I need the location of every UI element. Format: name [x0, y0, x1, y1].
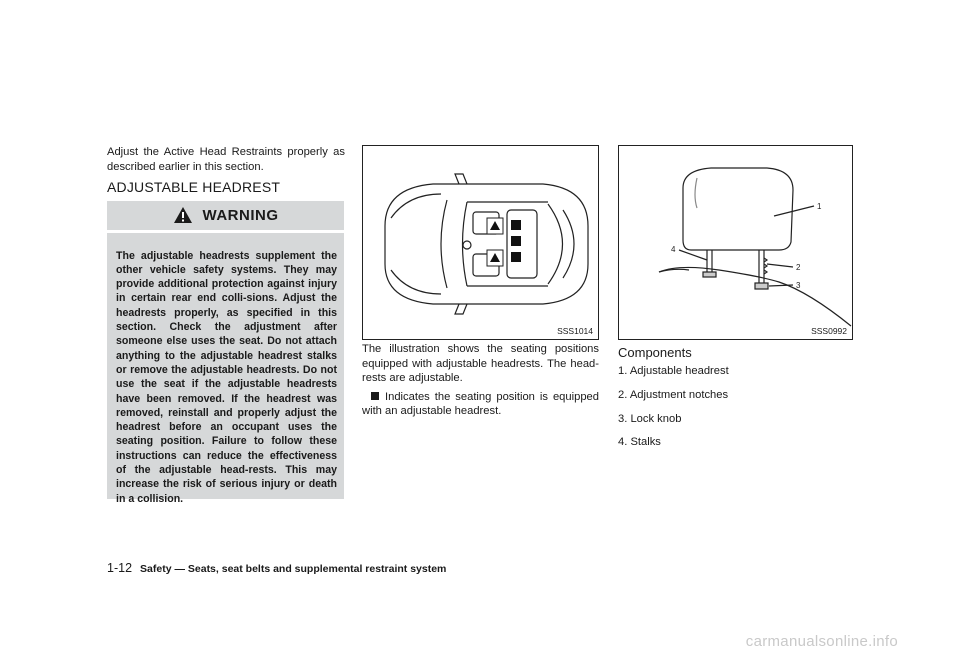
warning-text: The adjustable headrests supplement the other vehicle safety systems. They may provide additional protection against injury in certain rear end colli-sions. Adjust the headrests properly, as specified in this section. Check the adjustment after someone else uses the seat. Do not attach anything to the adjustable headrest stalks or remove the adjustable headrests. Do not use the seat if the adjustable headrests have been removed. If the headrest was removed, reinstall and properly adjust the headrest before an occupant uses the seating position. Failure to follow these instructions can reduce the effectiveness of the adjustable head-rests. This may increase the risk of serious injury or death in a collision.	[116, 249, 337, 505]
callout-3: 3	[796, 281, 801, 290]
warning-box	[107, 201, 344, 505]
intro-paragraph: Adjust the Active Head Restraints properly as described earlier in this section.	[107, 146, 345, 173]
footer-title: Safety — Seats, seat belts and supplemental restraint system	[140, 563, 447, 575]
components-title: Components	[618, 345, 692, 360]
figure-seating-positions	[362, 145, 599, 340]
headrest-indicator-paragraph	[362, 390, 599, 419]
list-item: 2. Adjustment notches	[618, 388, 729, 401]
watermark: carmanualsonline.info	[745, 633, 898, 650]
seating-description	[362, 342, 599, 419]
list-item: 3. Lock knob	[618, 412, 682, 425]
square-bullet-icon	[371, 392, 379, 400]
car-top-view-illustration	[363, 146, 598, 339]
headrest-illustration	[619, 146, 852, 339]
warning-title: WARNING	[202, 206, 279, 224]
components-list	[618, 364, 729, 459]
figure-code: SSS1014	[557, 326, 593, 336]
seating-paragraph: The illustration shows the seating positions equipped with adjustable headrests. The head-rests are adjustable.	[362, 343, 599, 385]
page-number: 1-12	[107, 561, 133, 575]
page-footer	[107, 561, 446, 575]
callout-4: 4	[671, 245, 676, 254]
figure-headrest-components	[618, 145, 853, 340]
list-item: 4. Stalks	[618, 436, 661, 449]
figure-code: SSS0992	[811, 326, 847, 336]
headrest-indicator-text: Indicates the seating position is equipped with an adjustable headrest.	[362, 390, 599, 418]
warning-triangle-icon	[173, 206, 193, 224]
warning-divider	[107, 230, 344, 233]
warning-header	[107, 201, 344, 229]
callout-2: 2	[796, 263, 801, 272]
list-item: 1. Adjustable headrest	[618, 365, 729, 377]
section-title: ADJUSTABLE HEADREST	[107, 179, 281, 195]
callout-1: 1	[817, 202, 822, 211]
